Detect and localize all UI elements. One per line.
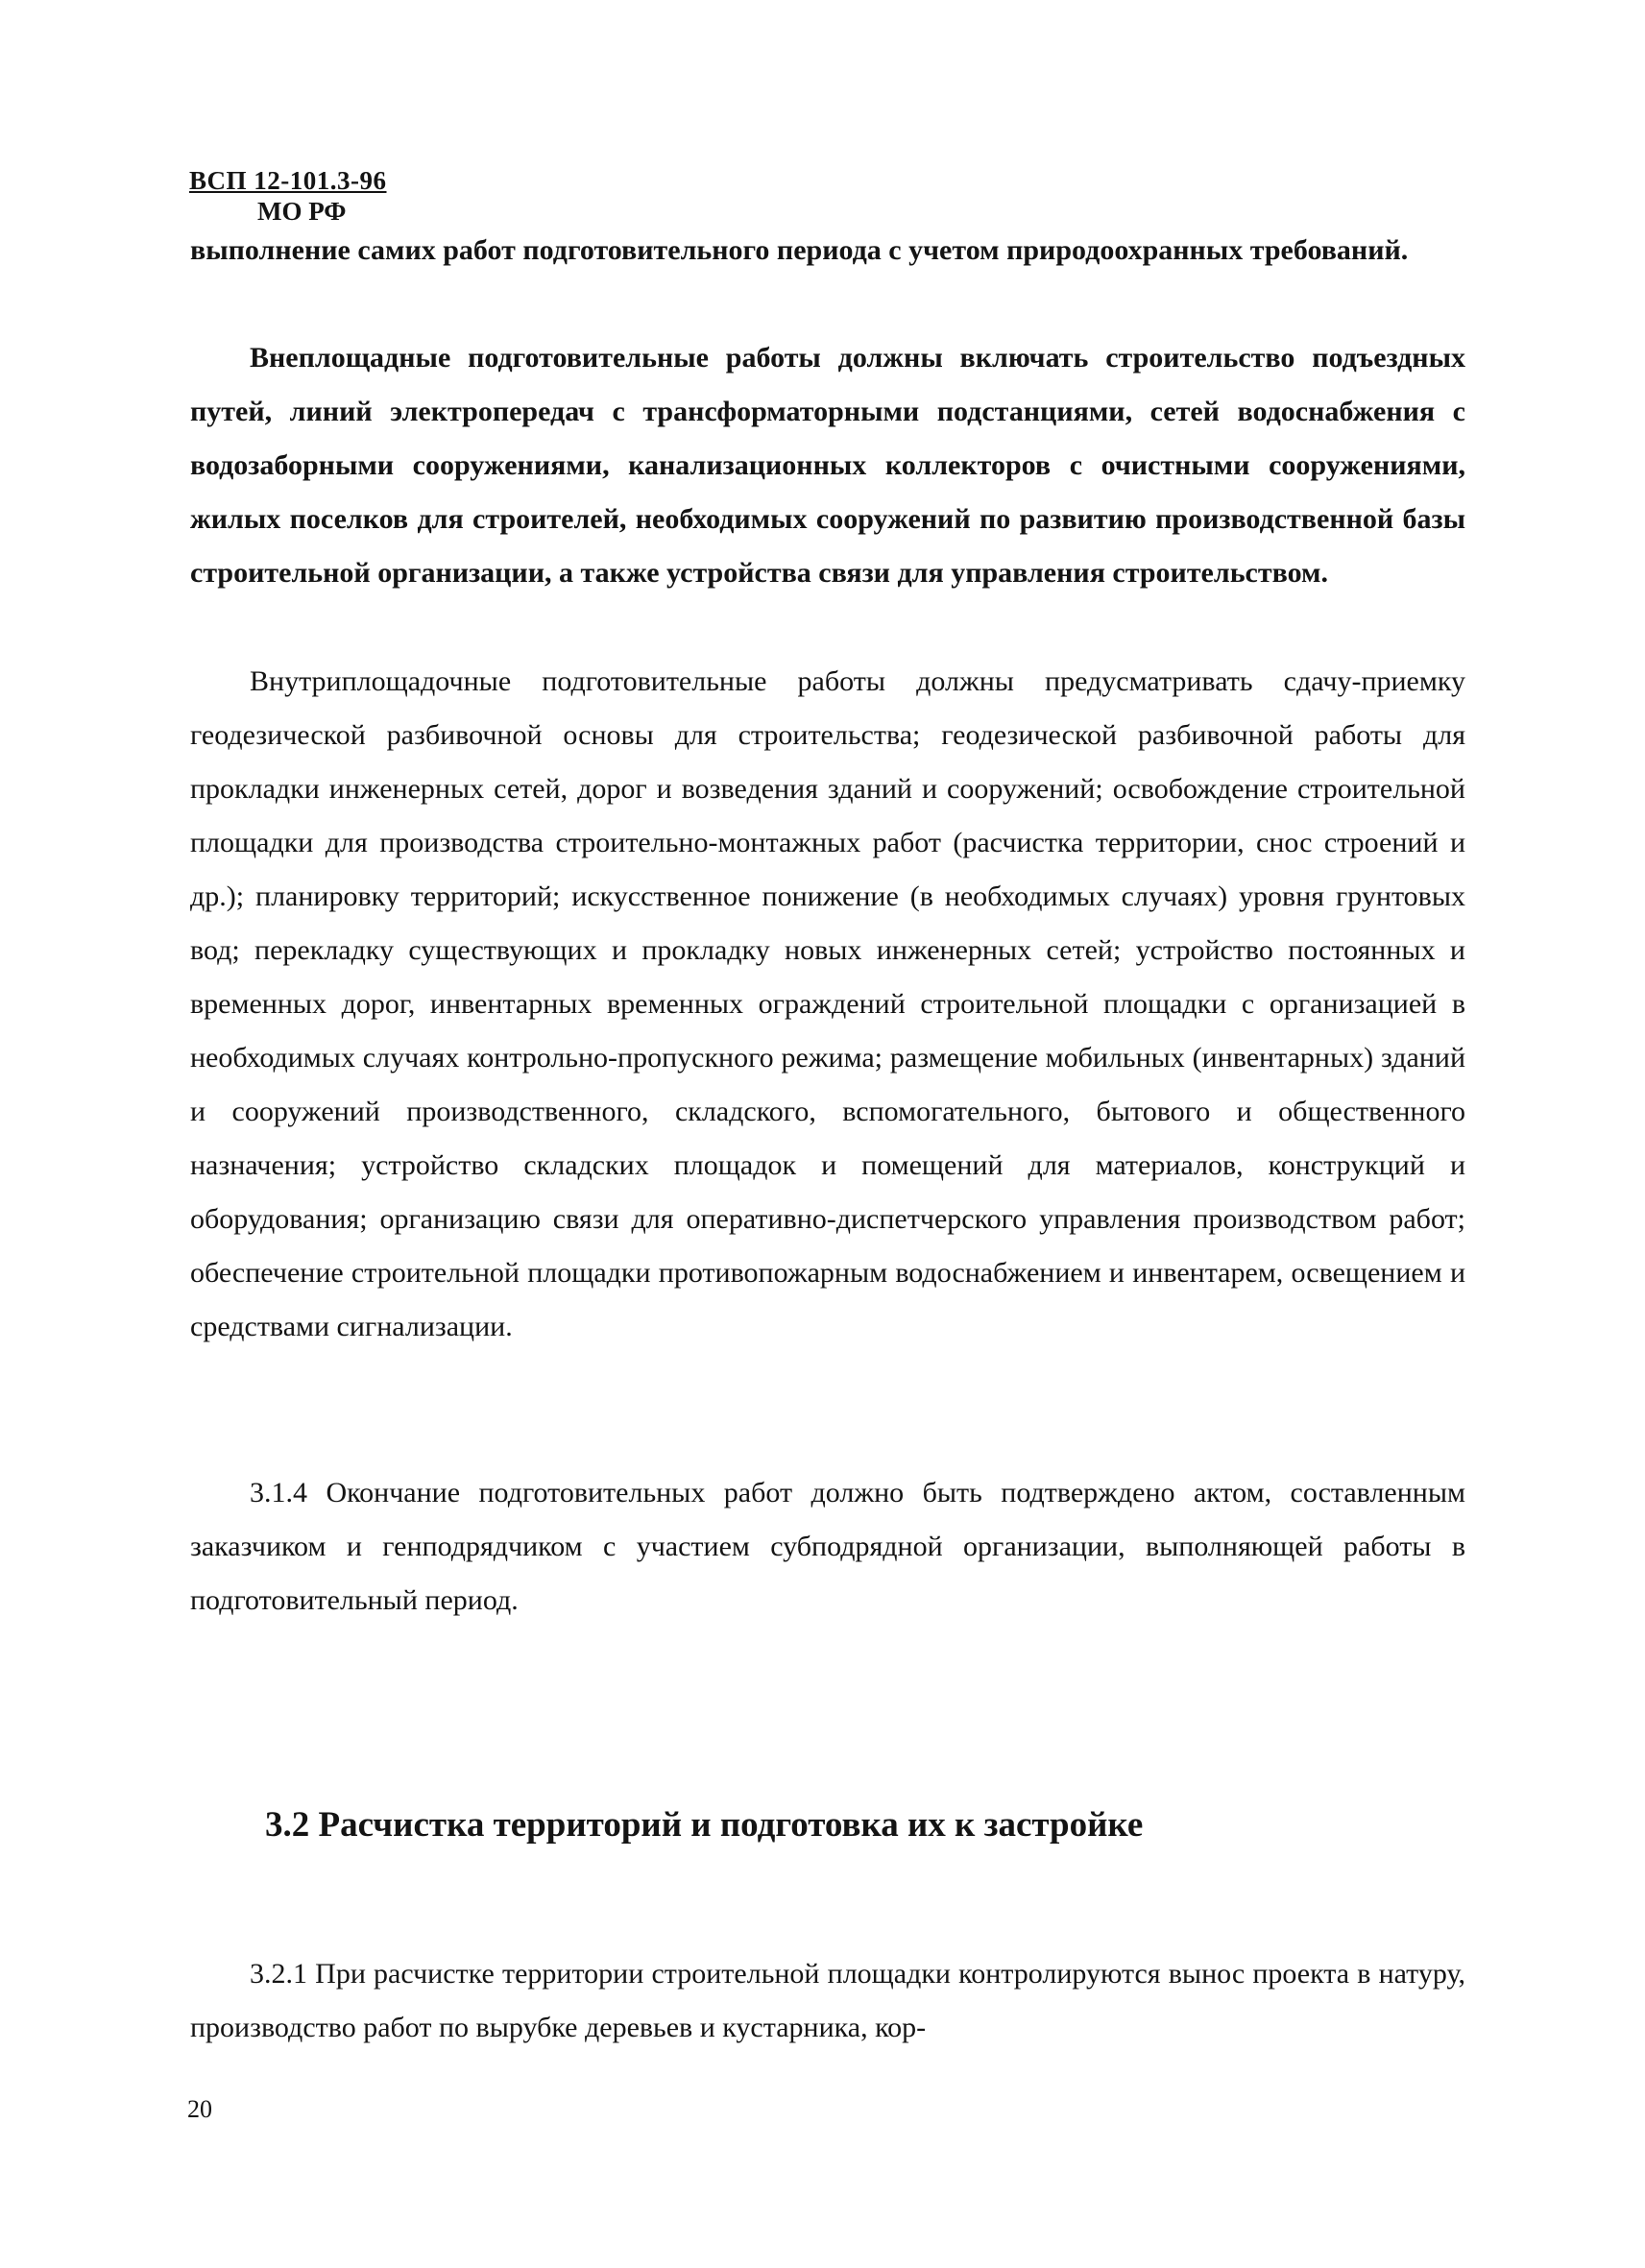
section-heading-3-2: 3.2 Расчистка территорий и подготовка их к застройке bbox=[265, 1805, 1144, 1845]
paragraph-3-1-4: 3.1.4 Окончание подготовительных работ должно быть подтверждено актом, составленным заказчиком и генподрядчиком с участием субподрядной организации, выполняющей работы в подготовительный период. bbox=[190, 1477, 1465, 1616]
paragraph-3-2-1: 3.2.1 При расчистке территории строительной площадки контролируются вынос проекта в натуру, производство работ по вырубке деревьев и кустарника, кор- bbox=[190, 1958, 1465, 2043]
paragraph-onsite-works: Внутриплощадочные подготовительные работы должны предусматривать сдачу-приемку геодезической разбивочной основы для строительства; геодезической разбивочной работы для прокладки инженерных сетей, дорог и возведения зданий и сооружений; освобождение строительной площадки для производства строительно-монтажных работ (расчистка территории, снос строений и др.); планировку территорий; искусственное понижение (в необходимых случаях) уровня грунтовых вод; перекладку существующих и прокладку новых инженерных сетей; устройство постоянных и временных дорог, инвентарных временных ограждений строительной площадки с организацией в необходимых случаях контрольно-пропускного режима; размещение мобильных (инвентарных) зданий и сооружений производственного, складского, вспомогательного, бытового и общественного назначения; устройство складских площадок и помещений для материалов, конструкций и оборудования; организацию связи для оперативно-диспетчерского управления производством работ; обеспечение строительной площадки противопожарным водоснабжением и инвентарем, освещением и средствами сигнализации. bbox=[190, 665, 1465, 1342]
document-organization: МО РФ bbox=[257, 197, 347, 226]
paragraph-offsite-works: Внеплощадные подготовительные работы должны включать строительство подъездных путей, линий электропередач с трансформаторными подстанциями, сетей водоснабжения с водозаборными сооружениями, канализационных коллекторов с очистными сооружениями, жилых поселков для строителей, необходимых сооружений по развитию производственной базы строительной организации, а также устройства связи для управления строительством. bbox=[190, 342, 1465, 589]
paragraph-continuation: выполнение самих работ подготовительного периода с учетом природоохранных требований. bbox=[190, 234, 1409, 266]
page-number: 20 bbox=[187, 2095, 212, 2123]
document-code: ВСП 12-101.3-96 bbox=[189, 166, 387, 195]
